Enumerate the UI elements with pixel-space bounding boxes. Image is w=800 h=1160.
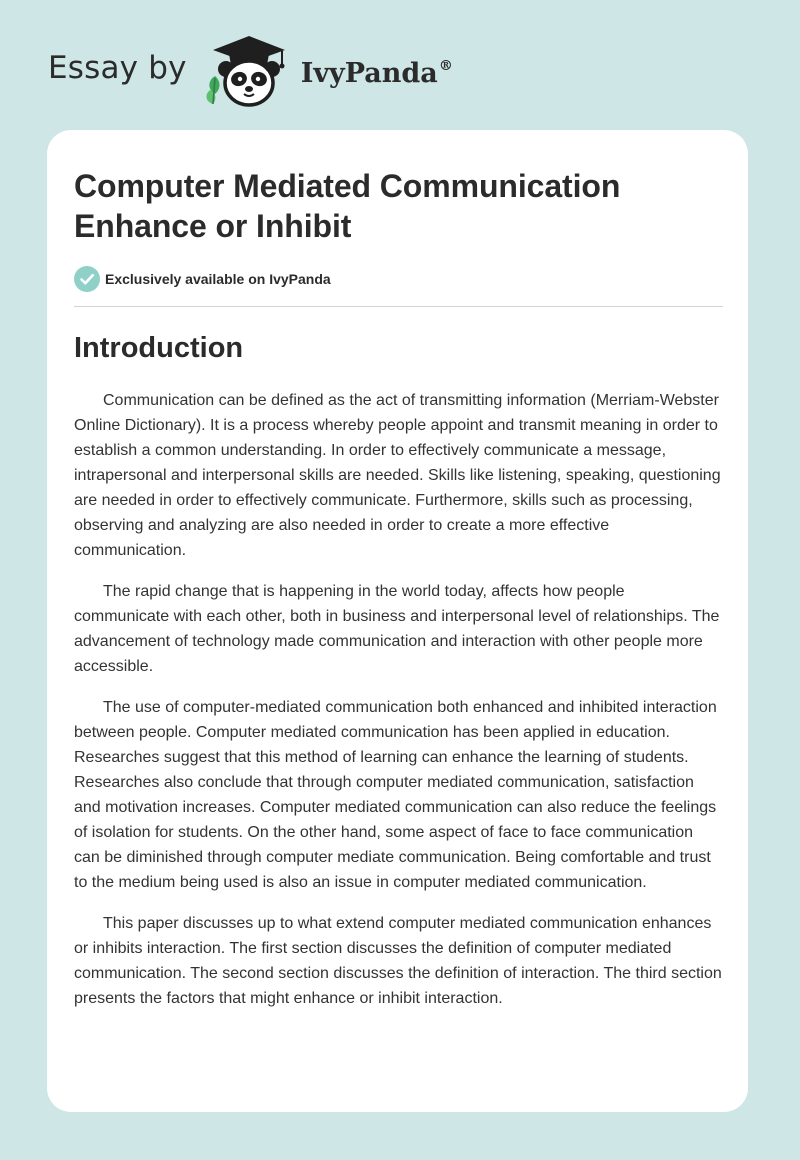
panda-graduate-icon bbox=[203, 34, 295, 108]
brand-name: IvyPanda® bbox=[300, 57, 453, 89]
essay-card bbox=[47, 130, 748, 1112]
check-circle-icon bbox=[74, 266, 100, 292]
exclusive-label: Exclusively available on IvyPanda bbox=[105, 271, 331, 287]
divider bbox=[74, 306, 723, 307]
brand-prefix: Essay by bbox=[48, 50, 187, 86]
section-heading: Introduction bbox=[74, 332, 244, 364]
paragraph: The use of computer-mediated communication both enhanced and inhibited interaction between people. Computer mediated communication has been applied in education. Researches suggest that this method of learning can enhance the learning of students. Researches also conclude that through computer mediated communication, satisfaction and motivation increases. Computer mediated communication can also reduce the feelings of isolation for students. On the other hand, some aspect of face to face communication can be diminished through computer mediate communication. Being comfortable and trust to the medium being used is also an issue in computer mediated communication. bbox=[74, 699, 717, 891]
paragraph: The rapid change that is happening in the world today, affects how people communicate with each other, both in business and interpersonal level of relationships. The advancement of technology made communication and interaction with other people more accessible. bbox=[74, 583, 720, 675]
essay-title: Computer Mediated Communication Enhance or Inhibit bbox=[74, 168, 621, 244]
registered-mark: ® bbox=[438, 57, 453, 74]
exclusive-badge bbox=[74, 266, 723, 292]
site-brand[interactable] bbox=[48, 34, 453, 108]
paragraph: Communication can be defined as the act of transmitting information (Merriam-Webster Online Dictionary). It is a process whereby people appoint and transmit meaning in order to establish a common understanding. In order to effectively communicate a message, intrapersonal and interpersonal skills are needed. Skills like listening, speaking, questioning are needed in order to effectively communicate. Furthermore, skills such as processing, observing and analyzing are also needed in order to create a more effective communication. bbox=[74, 392, 721, 559]
paragraph: This paper discusses up to what extend computer mediated communication enhances or inhibits interaction. The first section discusses the definition of computer mediated communication. The second section discusses the definition of interaction. The third section presents the factors that might enhance or inhibit interaction. bbox=[74, 915, 722, 1007]
